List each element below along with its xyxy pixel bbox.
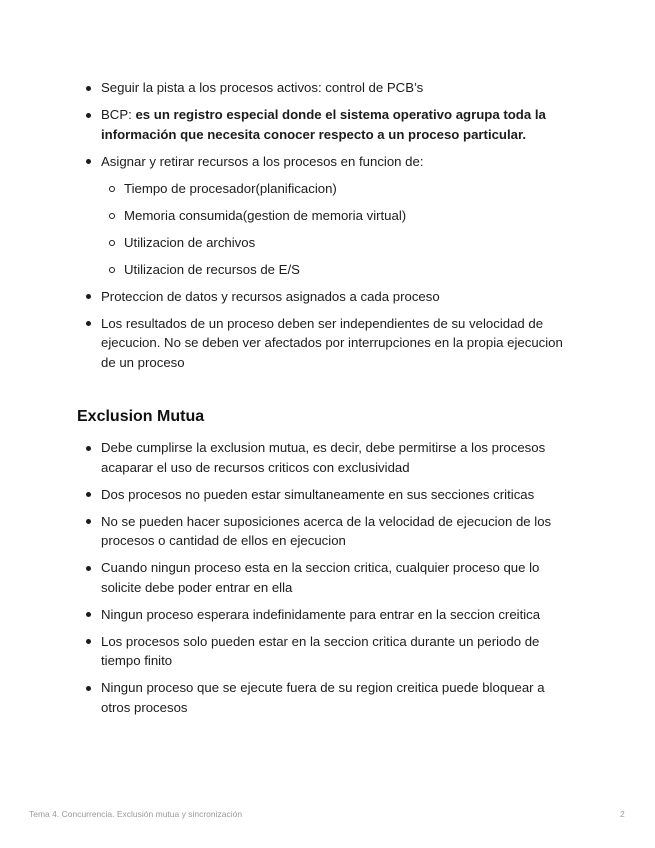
list-item: Los procesos solo pueden estar en la seccion critica durante un periodo de tiempo finito	[77, 632, 577, 671]
list-item	[77, 314, 577, 373]
list-item-text: Seguir la pista a los procesos activos: control de PCB’s	[101, 80, 424, 95]
list-item	[77, 152, 577, 280]
bcp-label: BCP:	[101, 107, 136, 122]
bcp-definition: es un registro especial donde el sistema operativo agrupa toda la información que necesita conocer respecto a un proceso particular.	[101, 107, 546, 142]
list-item	[77, 105, 577, 144]
page-number: 2	[620, 809, 625, 819]
page-content	[77, 78, 577, 725]
list-item: Ningun proceso que se ejecute fuera de su region creitica puede bloquear a otros procesos	[77, 678, 577, 717]
list-item-text: Los resultados de un proceso deben ser independientes de su velocidad de ejecucion. No se deben ver afectados por interrupciones en la propia ejecucion de un proceso	[101, 315, 563, 370]
list-item	[77, 287, 577, 307]
bullet-list-mutual-exclusion	[77, 438, 577, 717]
list-item-text: Proteccion de datos y recursos asignados a cada proceso	[101, 288, 440, 304]
list-item: Dos procesos no pueden estar simultaneamente en sus secciones criticas	[77, 485, 577, 505]
footer-title: Tema 4. Concurrencia. Exclusión mutua y sincronización	[29, 809, 243, 819]
sub-list-item: Utilizacion de recursos de E/S	[101, 260, 577, 280]
sub-list-item: Tiempo de procesador(planificacion)	[101, 179, 577, 199]
list-item	[77, 78, 577, 98]
sub-list-item: Utilizacion de archivos	[101, 233, 577, 253]
list-item: Debe cumplirse la exclusion mutua, es decir, debe permitirse a los procesos acaparar el uso de recursos criticos con exclusividad	[77, 438, 577, 477]
sub-bullet-list	[101, 179, 577, 280]
list-item: Cuando ningun proceso esta en la seccion critica, cualquier proceso que lo solicite debe poder entrar en ella	[77, 558, 577, 597]
list-item-text: Asignar y retirar recursos a los procesos en funcion de:	[101, 153, 424, 169]
list-item: Ningun proceso esperara indefinidamente para entrar en la seccion creitica	[77, 605, 577, 625]
sub-list-item: Memoria consumida(gestion de memoria virtual)	[101, 206, 577, 226]
section-heading-exclusion-mutua: Exclusion Mutua	[77, 408, 205, 425]
list-item: No se pueden hacer suposiciones acerca de la velocidad de ejecucion de los procesos o cantidad de ellos en ejecucion	[77, 512, 577, 551]
bullet-list-process-control	[77, 78, 577, 372]
